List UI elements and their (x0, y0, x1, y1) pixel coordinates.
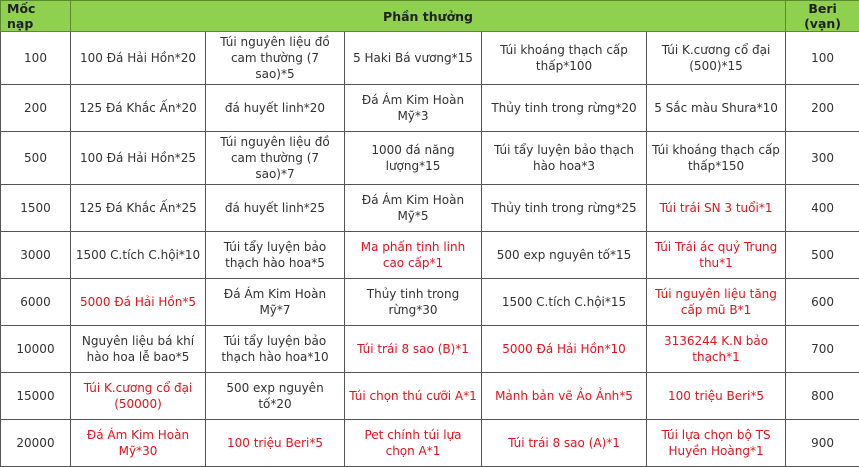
reward-cell: Túi tẩy luyện bảo thạch hào hoa*10 (206, 326, 345, 373)
reward-cell: 100 triệu Beri*5 (206, 420, 345, 467)
reward-cell: Nguyên liệu bá khí hào hoa lễ bao*5 (71, 326, 206, 373)
reward-cell: Túi lựa chọn bộ TS Huyền Hoàng*1 (647, 420, 786, 467)
reward-cell: Thủy tinh trong rừng*30 (345, 279, 482, 326)
reward-cell: Đá Ám Kim Hoàn Mỹ*3 (345, 85, 482, 132)
beri-cell: 300 (786, 132, 859, 185)
moc-nap-cell: 100 (1, 32, 71, 85)
reward-cell: 5000 Đá Hải Hồn*10 (482, 326, 647, 373)
beri-cell: 600 (786, 279, 859, 326)
table-row (1, 279, 859, 326)
table-row (1, 185, 859, 232)
beri-cell: 500 (786, 232, 859, 279)
moc-nap-cell: 6000 (1, 279, 71, 326)
reward-cell: 100 Đá Hải Hồn*20 (71, 32, 206, 85)
reward-cell: 3136244 K.N bảo thạch*1 (647, 326, 786, 373)
table-row (1, 373, 859, 420)
reward-cell: Túi tẩy luyện bảo thạch hào hoa*3 (482, 132, 647, 185)
reward-cell: Túi K.cương cổ đại (50000) (71, 373, 206, 420)
reward-cell: Túi tẩy luyện bảo thạch hào hoa*5 (206, 232, 345, 279)
reward-cell: 1500 C.tích C.hội*10 (71, 232, 206, 279)
reward-cell: 125 Đá Khắc Ấn*20 (71, 85, 206, 132)
reward-cell: Đá Ám Kim Hoàn Mỹ*7 (206, 279, 345, 326)
reward-cell: 100 triệu Beri*5 (647, 373, 786, 420)
table-body (1, 32, 859, 467)
table-header-row (1, 1, 859, 32)
moc-nap-cell: 1500 (1, 185, 71, 232)
beri-cell: 100 (786, 32, 859, 85)
reward-cell: Túi khoáng thạch cấp thấp*150 (647, 132, 786, 185)
reward-cell: Túi K.cương cổ đại (500)*15 (647, 32, 786, 85)
moc-nap-cell: 15000 (1, 373, 71, 420)
moc-nap-cell: 200 (1, 85, 71, 132)
table-row (1, 85, 859, 132)
reward-cell: 500 exp nguyên tố*20 (206, 373, 345, 420)
reward-cell: Đá Ám Kim Hoàn Mỹ*30 (71, 420, 206, 467)
reward-cell: 1500 C.tích C.hội*15 (482, 279, 647, 326)
reward-cell: Túi nguyên liệu đồ cam thường (7 sao)*5 (206, 32, 345, 85)
table-row (1, 132, 859, 185)
moc-nap-cell: 20000 (1, 420, 71, 467)
header-phan-thuong: Phần thưởng (71, 1, 786, 32)
reward-cell: Túi Trái ác quỷ Trung thu*1 (647, 232, 786, 279)
moc-nap-cell: 500 (1, 132, 71, 185)
beri-cell: 900 (786, 420, 859, 467)
reward-cell: Ma phấn tinh linh cao cấp*1 (345, 232, 482, 279)
reward-cell: 5 Sắc màu Shura*10 (647, 85, 786, 132)
table-row (1, 420, 859, 467)
reward-cell: 5 Haki Bá vương*15 (345, 32, 482, 85)
reward-cell: Mảnh bản vẽ Ảo Ảnh*5 (482, 373, 647, 420)
header-beri: Beri (vạn) (786, 1, 859, 32)
reward-cell: 500 exp nguyên tố*15 (482, 232, 647, 279)
reward-cell: Thủy tinh trong rừng*20 (482, 85, 647, 132)
moc-nap-cell: 3000 (1, 232, 71, 279)
beri-cell: 800 (786, 373, 859, 420)
reward-cell: đá huyết linh*20 (206, 85, 345, 132)
reward-cell: Đá Ám Kim Hoàn Mỹ*5 (345, 185, 482, 232)
table-row (1, 32, 859, 85)
beri-cell: 700 (786, 326, 859, 373)
reward-cell: Thủy tinh trong rừng*25 (482, 185, 647, 232)
reward-cell: 1000 đá năng lượng*15 (345, 132, 482, 185)
table-row (1, 326, 859, 373)
reward-cell: đá huyết linh*25 (206, 185, 345, 232)
reward-cell: Pet chính túi lựa chọn A*1 (345, 420, 482, 467)
beri-cell: 400 (786, 185, 859, 232)
reward-cell: Túi chọn thú cưỡi A*1 (345, 373, 482, 420)
reward-cell: Túi trái SN 3 tuổi*1 (647, 185, 786, 232)
beri-cell: 200 (786, 85, 859, 132)
reward-cell: Túi khoáng thạch cấp thấp*100 (482, 32, 647, 85)
reward-cell: Túi trái 8 sao (B)*1 (345, 326, 482, 373)
reward-cell: Túi nguyên liệu đồ cam thường (7 sao)*7 (206, 132, 345, 185)
moc-nap-cell: 10000 (1, 326, 71, 373)
reward-cell: 125 Đá Khắc Ấn*25 (71, 185, 206, 232)
reward-cell: 100 Đá Hải Hồn*25 (71, 132, 206, 185)
reward-cell: Túi trái 8 sao (A)*1 (482, 420, 647, 467)
table-row (1, 232, 859, 279)
header-moc-nap: Mốc nạp (1, 1, 71, 32)
reward-cell: Túi nguyên liệu tăng cấp mũ B*1 (647, 279, 786, 326)
reward-cell: 5000 Đá Hải Hồn*5 (71, 279, 206, 326)
